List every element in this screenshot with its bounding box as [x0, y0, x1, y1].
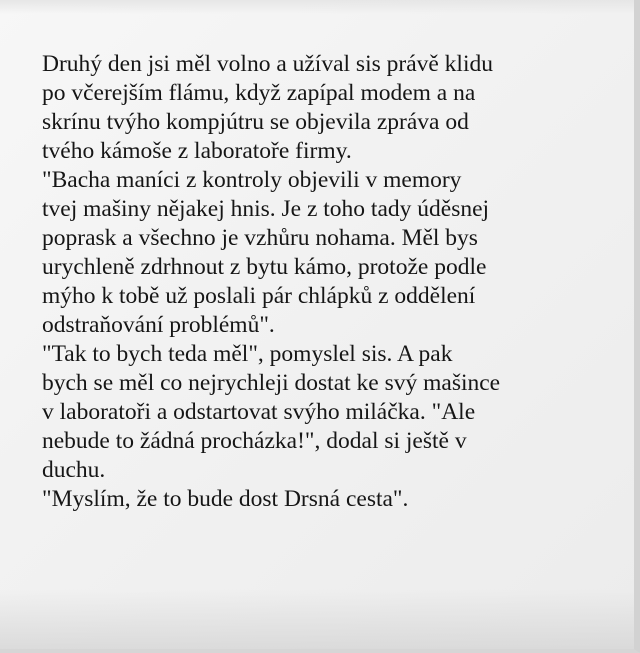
story-line: bych se měl co nejrychleji dostat ke svý mašince	[42, 370, 501, 396]
story-text	[42, 50, 622, 514]
story-line: "Tak to bych teda měl", pomyslel sis. A pak	[42, 341, 453, 367]
story-line: odstraňování problémů".	[42, 312, 275, 338]
story-line: tvej mašiny nějakej hnis. Je z toho tady úděsnej	[42, 196, 490, 222]
story-line: v laboratoři a odstartovat svýho miláčka. "Ale	[42, 399, 476, 425]
story-line: duchu.	[42, 457, 106, 483]
story-line: "Myslím, že to bude dost Drsná cesta".	[42, 486, 409, 512]
story-line: mýho k tobě už poslali pár chlápků z oddělení	[42, 283, 476, 309]
story-line: poprask a všechno je vzhůru nohama. Měl bys	[42, 225, 478, 251]
story-line: nebude to žádná procházka!", dodal si ještě v	[42, 428, 467, 454]
story-line: Druhý den jsi měl volno a užíval sis právě klidu	[42, 51, 493, 77]
story-line: po včerejším flámu, když zapípal modem a na	[42, 80, 476, 106]
story-line: tvého kámoše z laboratoře firmy.	[42, 138, 352, 164]
story-line: skrínu tvýho kompjútru se objevila zpráva od	[42, 109, 469, 135]
story-line: urychleně zdrhnout z bytu kámo, protože podle	[42, 254, 487, 280]
story-line: "Bacha maníci z kontroly objevili v memory	[42, 167, 462, 193]
